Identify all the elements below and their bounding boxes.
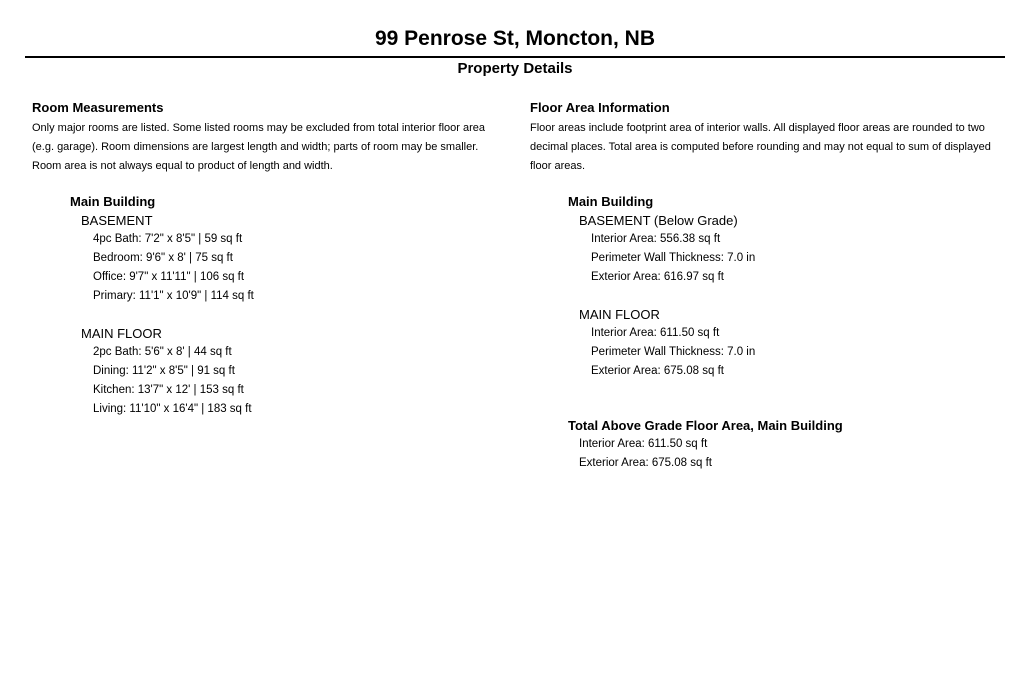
room-list [81,230,507,306]
area-list [579,324,1012,381]
room-entry: Dining: 11'2" x 8'5" | 91 sq ft [93,365,235,377]
floor-title: MAIN FLOOR [579,307,660,322]
room-floor-main [81,324,507,419]
room-measurements-heading: Room Measurements [32,100,164,115]
floor-area-note: Floor areas include footprint area of interior walls. All displayed floor areas are rounded to two decimal places. Total area is computed before rounding and may not equal to sum of displayed floor areas. [530,122,991,172]
floor-title: BASEMENT (Below Grade) [579,213,738,228]
title-divider [25,56,1005,58]
room-entry: Bedroom: 9'6" x 8' | 75 sq ft [93,252,233,264]
room-entry: Living: 11'10" x 16'4" | 183 sq ft [93,403,252,415]
floor-title: MAIN FLOOR [81,326,162,341]
room-entry: 2pc Bath: 5'6" x 8' | 44 sq ft [93,346,232,358]
area-floor-basement [579,211,1012,287]
area-entry: Interior Area: 611.50 sq ft [579,438,708,450]
total-area-list [568,435,1012,473]
room-entry: Kitchen: 13'7" x 12' | 153 sq ft [93,384,244,396]
room-building-block [70,192,507,419]
total-area-heading: Total Above Grade Floor Area, Main Building [568,418,843,433]
floor-title: BASEMENT [81,213,153,228]
area-entry: Exterior Area: 675.08 sq ft [579,457,712,469]
room-entry: Primary: 11'1" x 10'9" | 114 sq ft [93,290,254,302]
floor-area-section [530,99,1012,473]
area-entry: Interior Area: 556.38 sq ft [591,233,721,245]
room-building-title: Main Building [70,194,156,209]
total-area-block [568,416,1012,473]
area-floor-main [579,305,1012,381]
room-list [81,343,507,419]
area-entry: Perimeter Wall Thickness: 7.0 in [591,346,756,358]
page-subtitle: Property Details [457,60,573,77]
area-building-block [568,192,1012,381]
area-entry: Exterior Area: 675.08 sq ft [591,365,724,377]
room-floor-basement [81,211,507,306]
area-building-title: Main Building [568,194,654,209]
area-entry: Interior Area: 611.50 sq ft [591,327,720,339]
room-measurements-note: Only major rooms are listed. Some listed rooms may be excluded from total interior floor area (e.g. garage). Room dimensions are largest length and width; parts of room may be smaller. Room area is not always equal to product of length and width. [32,122,486,172]
area-entry: Perimeter Wall Thickness: 7.0 in [591,252,756,264]
room-entry: Office: 9'7" x 11'11" | 106 sq ft [93,271,245,283]
floor-area-heading: Floor Area Information [530,100,670,115]
room-entry: 4pc Bath: 7'2" x 8'5" | 59 sq ft [93,233,243,245]
page-title: 99 Penrose St, Moncton, NB [374,27,656,50]
room-measurements-section [32,99,507,419]
area-entry: Exterior Area: 616.97 sq ft [591,271,724,283]
area-list [579,230,1012,287]
